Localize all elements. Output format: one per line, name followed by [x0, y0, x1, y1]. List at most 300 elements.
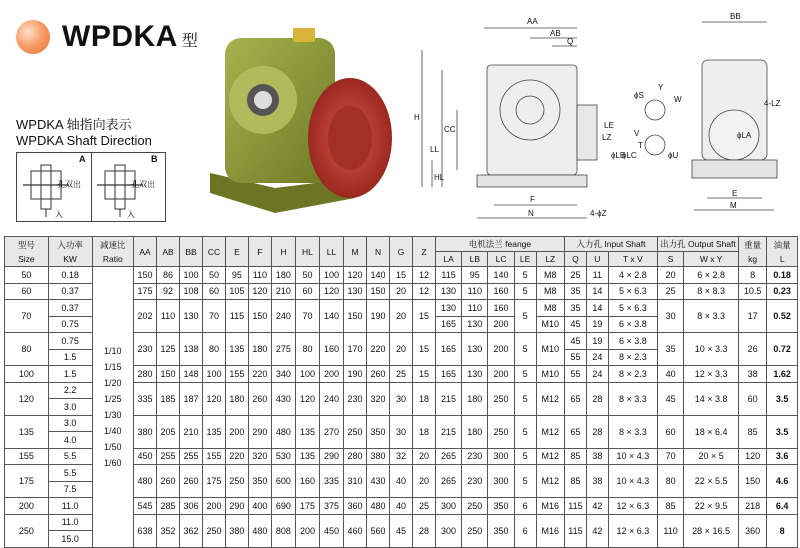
cell-motor: 215	[435, 415, 461, 448]
cell-motor: 350	[488, 498, 514, 515]
cell-oil: 0.52	[767, 300, 798, 333]
cell-dim: 560	[367, 514, 390, 547]
cell-dim: 40	[390, 498, 413, 515]
cell-output: 80	[657, 465, 683, 498]
cell-dim: 270	[320, 415, 344, 448]
cell-size: 200	[5, 498, 49, 515]
cell-dim: 105	[225, 283, 248, 300]
cell-dim: 808	[271, 514, 295, 547]
header-weight: 重量 kg	[738, 237, 766, 267]
label-lz: LZ	[602, 133, 612, 142]
cell-output: 20 × 5	[684, 448, 739, 465]
cell-input: 4 × 2.8	[608, 267, 657, 284]
cell-dim: 86	[157, 267, 180, 284]
cell-input: 19	[586, 333, 608, 350]
dimension-drawing	[412, 10, 797, 225]
label-la: ϕLA	[737, 131, 752, 140]
cell-weight: 8	[738, 267, 766, 284]
cell-dim: 480	[134, 465, 157, 498]
label-a-in: 入	[55, 210, 63, 219]
cell-dim: 175	[134, 283, 157, 300]
header-motor-col: LE	[514, 252, 536, 267]
cell-dim: 480	[248, 514, 271, 547]
gearbox-photo	[205, 28, 395, 213]
cell-input: 85	[565, 448, 587, 465]
cell-output: 20	[657, 267, 683, 284]
header-dim: N	[367, 237, 390, 267]
cell-dim: 15	[412, 366, 435, 383]
cell-input: 115	[565, 514, 587, 547]
cell-motor: 350	[488, 514, 514, 547]
cell-dim: 350	[248, 465, 271, 498]
cell-dim: 250	[344, 415, 367, 448]
header-motor-col: LB	[462, 252, 488, 267]
cell-dim: 480	[367, 498, 390, 515]
label-s: ϕS	[634, 91, 644, 100]
ratio-value: 1/15	[104, 361, 122, 372]
cell-input: 65	[565, 415, 587, 448]
cell-output: 25	[657, 283, 683, 300]
cell-output: 40	[657, 366, 683, 383]
header-input-col: U	[586, 252, 608, 267]
cell-dim: 25	[390, 366, 413, 383]
cell-motor: 165	[435, 366, 461, 383]
cell-motor: 250	[462, 498, 488, 515]
cell-input: 6 × 3.8	[608, 316, 657, 333]
label-z: 4-ϕZ	[590, 209, 607, 218]
cell-dim: 12	[412, 267, 435, 284]
cell-dim: 15	[412, 333, 435, 366]
cell-motor: M10	[536, 316, 564, 333]
cell-dim: 70	[295, 300, 319, 333]
header-output-col: S	[657, 252, 683, 267]
cell-dim: 60	[202, 283, 225, 300]
header-dim: HL	[295, 237, 319, 267]
cell-motor: 130	[462, 316, 488, 333]
cell-input: 55	[565, 349, 587, 366]
cell-output: 45	[657, 382, 683, 415]
cell-input: 8 × 3.3	[608, 382, 657, 415]
cell-dim: 130	[344, 283, 367, 300]
header-dim: E	[225, 237, 248, 267]
cell-dim: 190	[344, 366, 367, 383]
cell-motor: 5	[514, 382, 536, 415]
cell-dim: 306	[180, 498, 203, 515]
cell-dim: 260	[367, 366, 390, 383]
ratio-value: 1/20	[104, 377, 122, 388]
cell-motor: 300	[488, 465, 514, 498]
header-dim: M	[344, 237, 367, 267]
cell-input: 5 × 6.3	[608, 283, 657, 300]
cell-oil: 8	[767, 514, 798, 547]
cell-motor: 230	[462, 448, 488, 465]
cell-dim: 320	[248, 448, 271, 465]
cell-dim: 95	[225, 267, 248, 284]
cell-dim: 280	[134, 366, 157, 383]
cell-dim: 92	[157, 283, 180, 300]
cell-motor: 165	[435, 333, 461, 366]
cell-motor: 6	[514, 514, 536, 547]
cell-dim: 155	[202, 448, 225, 465]
cell-output: 8 × 8.3	[684, 283, 739, 300]
cell-motor: 5	[514, 283, 536, 300]
ratio-value: 1/50	[104, 441, 122, 452]
cell-motor: 200	[488, 316, 514, 333]
cell-motor: 95	[462, 267, 488, 284]
cell-input: 115	[565, 498, 587, 515]
label-4lz: 4-LZ	[764, 99, 781, 108]
label-ab: AB	[550, 29, 561, 38]
cell-weight: 85	[738, 415, 766, 448]
cell-dim: 360	[344, 498, 367, 515]
cell-weight: 218	[738, 498, 766, 515]
table-header-row-1	[5, 237, 798, 252]
cell-dim: 50	[202, 267, 225, 284]
ratio-value: 1/30	[104, 409, 122, 420]
cell-dim: 15	[390, 267, 413, 284]
label-le: LE	[604, 121, 614, 130]
cell-dim: 200	[202, 498, 225, 515]
cell-dim: 290	[320, 448, 344, 465]
cell-dim: 260	[157, 465, 180, 498]
cell-motor: M12	[536, 382, 564, 415]
cell-motor: M8	[536, 300, 564, 317]
cell-dim: 430	[367, 465, 390, 498]
cell-kw: 3.0	[48, 399, 92, 416]
shaft-direction-heading	[16, 117, 166, 149]
cell-output: 10 × 3.3	[684, 333, 739, 366]
cell-motor: 5	[514, 333, 536, 366]
cell-dim: 460	[344, 514, 367, 547]
cell-input: 65	[565, 382, 587, 415]
cell-dim: 230	[134, 333, 157, 366]
header-dim: LL	[320, 237, 344, 267]
cell-dim: 255	[180, 448, 203, 465]
table-row	[5, 267, 798, 284]
label-lc: ϕLC	[622, 151, 637, 160]
cell-dim: 12	[412, 283, 435, 300]
cell-size: 50	[5, 267, 49, 284]
cell-kw: 5.5	[48, 465, 92, 482]
cell-dim: 362	[180, 514, 203, 547]
label-aa: AA	[527, 17, 538, 26]
cell-dim: 240	[271, 300, 295, 333]
cell-dim: 320	[367, 382, 390, 415]
cell-motor: M16	[536, 514, 564, 547]
cell-dim: 125	[157, 333, 180, 366]
cell-dim: 450	[320, 514, 344, 547]
cell-dim: 120	[248, 283, 271, 300]
cell-dim: 115	[225, 300, 248, 333]
cell-input: 35	[565, 283, 587, 300]
cell-dim: 202	[134, 300, 157, 333]
cell-size: 175	[5, 465, 49, 498]
cell-motor: 130	[462, 366, 488, 383]
cell-dim: 200	[320, 366, 344, 383]
cell-dim: 150	[344, 300, 367, 333]
cell-dim: 380	[367, 448, 390, 465]
label-ll: LL	[430, 145, 439, 154]
cell-dim: 120	[344, 267, 367, 284]
cell-dim: 250	[225, 465, 248, 498]
cell-dim: 380	[225, 514, 248, 547]
cell-kw: 11.0	[48, 514, 92, 531]
cell-motor: M10	[536, 366, 564, 383]
cell-kw: 1.5	[48, 349, 92, 366]
cell-dim: 18	[412, 415, 435, 448]
model-name: WPDKA	[62, 20, 178, 53]
cell-motor: 215	[435, 382, 461, 415]
cell-input: 55	[565, 366, 587, 383]
cell-weight: 26	[738, 333, 766, 366]
cell-input: 38	[586, 465, 608, 498]
cell-motor: M10	[536, 333, 564, 366]
label-t: T	[638, 141, 643, 150]
cell-input: 42	[586, 498, 608, 515]
cell-dim: 352	[157, 514, 180, 547]
cell-dim: 100	[202, 366, 225, 383]
ratio-value: 1/60	[104, 457, 122, 468]
cell-motor: 160	[488, 283, 514, 300]
cell-input: 24	[586, 366, 608, 383]
header-dim: F	[248, 237, 271, 267]
cell-dim: 285	[157, 498, 180, 515]
cell-weight: 10.5	[738, 283, 766, 300]
cell-motor: 265	[435, 448, 461, 465]
cell-input: 45	[565, 333, 587, 350]
header-motor-col: LZ	[536, 252, 564, 267]
cell-dim: 120	[202, 382, 225, 415]
label-b-in: 入	[127, 210, 135, 219]
cell-dim: 260	[180, 465, 203, 498]
cell-output: 12 × 3.3	[684, 366, 739, 383]
cell-motor: 130	[435, 300, 461, 317]
label-hl: HL	[434, 173, 445, 182]
cell-kw: 7.5	[48, 481, 92, 498]
cell-kw: 0.18	[48, 267, 92, 284]
cell-motor: 180	[462, 382, 488, 415]
cell-motor: 250	[488, 382, 514, 415]
header-motor-col: LC	[488, 252, 514, 267]
cell-motor: 200	[488, 366, 514, 383]
cell-dim: 160	[295, 465, 319, 498]
cell-dim: 220	[367, 333, 390, 366]
header-motor-col: LA	[435, 252, 461, 267]
cell-size: 250	[5, 514, 49, 547]
cell-dim: 290	[248, 415, 271, 448]
cell-dim: 450	[134, 448, 157, 465]
label-b-text: 孔双出	[131, 180, 155, 189]
cell-dim: 100	[320, 267, 344, 284]
cell-dim: 148	[180, 366, 203, 383]
cell-motor: 200	[488, 333, 514, 366]
header-dim: H	[271, 237, 295, 267]
cell-dim: 200	[295, 514, 319, 547]
label-f: F	[530, 195, 535, 204]
cell-motor: 110	[462, 300, 488, 317]
title-block	[16, 20, 198, 54]
cell-oil: 1.62	[767, 366, 798, 383]
cell-dim: 205	[157, 415, 180, 448]
cell-motor: M12	[536, 415, 564, 448]
cell-motor: 165	[435, 316, 461, 333]
cell-motor: 5	[514, 448, 536, 465]
model-suffix: 型	[181, 33, 199, 50]
spec-table-body	[5, 267, 798, 548]
cell-motor: 5	[514, 415, 536, 448]
cell-dim: 275	[271, 333, 295, 366]
cell-output: 14 × 3.8	[684, 382, 739, 415]
cell-dim: 220	[248, 366, 271, 383]
cell-output: 22 × 9.5	[684, 498, 739, 515]
cell-dim: 240	[320, 382, 344, 415]
cell-dim: 190	[367, 300, 390, 333]
cell-kw: 0.37	[48, 283, 92, 300]
cell-input: 45	[565, 316, 587, 333]
cell-dim: 260	[248, 382, 271, 415]
cell-oil: 3.5	[767, 415, 798, 448]
cell-dim: 100	[295, 366, 319, 383]
cell-kw: 11.0	[48, 498, 92, 515]
cell-dim: 140	[367, 267, 390, 284]
ratio-value: 1/40	[104, 425, 122, 436]
cell-motor: 115	[435, 267, 461, 284]
cell-dim: 690	[271, 498, 295, 515]
cell-input: 8 × 3.3	[608, 415, 657, 448]
cell-input: 5 × 6.3	[608, 300, 657, 317]
shaft-direction-en: WPDKA Shaft Direction	[16, 133, 152, 148]
cell-input: 12 × 6.3	[608, 498, 657, 515]
cell-dim: 80	[202, 333, 225, 366]
cell-motor: 110	[462, 283, 488, 300]
cell-motor: 130	[462, 333, 488, 366]
cell-dim: 140	[320, 300, 344, 333]
header-input-shaft: 入力孔 Input Shaft	[565, 237, 658, 252]
cell-dim: 180	[225, 382, 248, 415]
cell-dim: 210	[180, 415, 203, 448]
cell-oil: 0.23	[767, 283, 798, 300]
cell-dim: 335	[320, 465, 344, 498]
cell-dim: 350	[367, 415, 390, 448]
cell-motor: 5	[514, 300, 536, 333]
orange-ball-icon	[16, 20, 50, 54]
cell-output: 6 × 2.8	[684, 267, 739, 284]
cell-dim: 100	[180, 267, 203, 284]
cell-dim: 20	[412, 448, 435, 465]
cell-oil: 0.18	[767, 267, 798, 284]
cell-input: 11	[586, 267, 608, 284]
shaft-direction-diagram	[16, 152, 166, 222]
cell-dim: 120	[295, 382, 319, 415]
label-u: ϕU	[668, 151, 679, 160]
ratio-value: 1/25	[104, 393, 122, 404]
label-q: Q	[567, 37, 574, 46]
label-y: Y	[658, 83, 664, 92]
cell-motor: 6	[514, 498, 536, 515]
cell-dim: 545	[134, 498, 157, 515]
header-motor-flange: 电机法兰 feange	[435, 237, 564, 252]
cell-oil: 6.4	[767, 498, 798, 515]
cell-output: 28 × 16.5	[684, 514, 739, 547]
cell-dim: 280	[344, 448, 367, 465]
cell-dim: 40	[390, 465, 413, 498]
cell-input: 10 × 4.3	[608, 448, 657, 465]
cell-motor: 180	[462, 415, 488, 448]
cell-dim: 290	[225, 498, 248, 515]
label-a: A	[79, 154, 86, 164]
cell-dim: 120	[320, 283, 344, 300]
cell-dim: 135	[225, 333, 248, 366]
cell-dim: 480	[271, 415, 295, 448]
cell-size: 135	[5, 415, 49, 448]
cell-size: 120	[5, 382, 49, 415]
cell-kw: 0.75	[48, 316, 92, 333]
cell-dim: 60	[295, 283, 319, 300]
cell-output: 110	[657, 514, 683, 547]
cell-dim: 150	[248, 300, 271, 333]
header-dim: CC	[202, 237, 225, 267]
cell-dim: 130	[180, 300, 203, 333]
cell-dim: 200	[225, 415, 248, 448]
cell-input: 19	[586, 316, 608, 333]
cell-dim: 335	[134, 382, 157, 415]
cell-motor: M8	[536, 283, 564, 300]
cell-dim: 135	[202, 415, 225, 448]
cell-motor: M12	[536, 465, 564, 498]
cell-input: 8 × 2.3	[608, 349, 657, 366]
header-dim: BB	[180, 237, 203, 267]
cell-motor: 300	[435, 498, 461, 515]
header-output-shaft: 出力孔 Output Shaft	[657, 237, 738, 252]
header-input-col: Q	[565, 252, 587, 267]
cell-input: 35	[565, 300, 587, 317]
cell-output: 22 × 5.5	[684, 465, 739, 498]
cell-dim: 20	[412, 465, 435, 498]
label-h: H	[414, 113, 420, 122]
cell-motor: 5	[514, 267, 536, 284]
label-a-text: 孔双出	[57, 180, 81, 189]
cell-size: 70	[5, 300, 49, 333]
cell-dim: 135	[295, 415, 319, 448]
cell-weight: 60	[738, 382, 766, 415]
cell-dim: 15	[412, 300, 435, 333]
cell-size: 60	[5, 283, 49, 300]
cell-input: 25	[565, 267, 587, 284]
cell-output: 18 × 6.4	[684, 415, 739, 448]
cell-kw: 3.0	[48, 415, 92, 432]
cell-dim: 110	[248, 267, 271, 284]
cell-input: 38	[586, 448, 608, 465]
cell-dim: 340	[271, 366, 295, 383]
cell-input: 28	[586, 382, 608, 415]
cell-dim: 180	[248, 333, 271, 366]
label-w: W	[674, 95, 682, 104]
cell-input: 14	[586, 300, 608, 317]
cell-motor: 5	[514, 366, 536, 383]
cell-motor: 265	[435, 465, 461, 498]
cell-dim: 210	[271, 283, 295, 300]
header-ratio: 减速比 Ratio	[92, 237, 134, 267]
header-dim: G	[390, 237, 413, 267]
cell-input: 24	[586, 349, 608, 366]
cell-output: 8 × 3.3	[684, 300, 739, 333]
cell-dim: 250	[202, 514, 225, 547]
cell-dim: 175	[202, 465, 225, 498]
cell-kw: 4.0	[48, 432, 92, 449]
header-kw: 入功率 KW	[48, 237, 92, 267]
cell-dim: 32	[390, 448, 413, 465]
cell-output: 70	[657, 448, 683, 465]
